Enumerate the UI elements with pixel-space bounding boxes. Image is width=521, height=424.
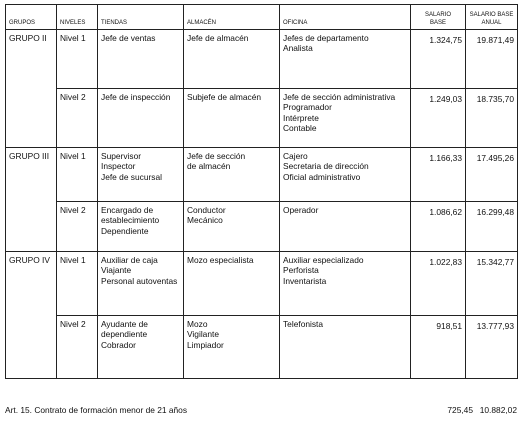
salario-anual-cell: 19.871,49: [466, 30, 518, 89]
almacen-cell: Mozo especialista: [184, 252, 280, 316]
oficina-cell: Cajero Secretaria de dirección Oficial administrativo: [280, 148, 411, 202]
header-oficina: OFICINA: [280, 5, 411, 30]
table-row: [6, 30, 518, 89]
salario-base-cell: 1.324,75: [411, 30, 466, 89]
oficina-cell: Telefonista: [280, 316, 411, 379]
level-cell: Nivel 2: [57, 89, 98, 148]
group-cell: GRUPO IV: [6, 252, 57, 379]
tiendas-cell: Supervisor Inspector Jefe de sucursal: [98, 148, 184, 202]
table-row: [6, 148, 518, 202]
tiendas-cell: Encargado de establecimiento Dependiente: [98, 202, 184, 252]
group-cell: GRUPO II: [6, 30, 57, 148]
tiendas-cell: Jefe de inspección: [98, 89, 184, 148]
table-header-row: [6, 5, 518, 30]
table-row: [6, 89, 518, 148]
tiendas-cell: Ayudante de dependiente Cobrador: [98, 316, 184, 379]
header-tiendas: TIENDAS: [98, 5, 184, 30]
salario-anual-cell: 17.495,26: [466, 148, 518, 202]
almacen-cell: Jefe de sección de almacén: [184, 148, 280, 202]
oficina-cell: Jefes de departamento Analista: [280, 30, 411, 89]
level-cell: Nivel 1: [57, 30, 98, 89]
level-cell: Nivel 2: [57, 316, 98, 379]
salario-base-cell: 1.249,03: [411, 89, 466, 148]
footer-salario-base: 725,45: [447, 405, 473, 415]
oficina-cell: Operador: [280, 202, 411, 252]
almacen-cell: Subjefe de almacén: [184, 89, 280, 148]
footer-salario-anual: 10.882,02: [479, 405, 517, 415]
header-almacen: ALMACÉN: [184, 5, 280, 30]
group-cell: GRUPO III: [6, 148, 57, 252]
table-row: [6, 316, 518, 379]
table-row: [6, 202, 518, 252]
oficina-cell: Auxiliar especializado Perforista Inventarista: [280, 252, 411, 316]
almacen-cell: Jefe de almacén: [184, 30, 280, 89]
header-grupos: GRUPOS: [6, 5, 57, 30]
salary-table-container: [5, 4, 518, 379]
salario-anual-cell: 15.342,77: [466, 252, 518, 316]
salario-base-cell: 918,51: [411, 316, 466, 379]
header-niveles: NIVELES: [57, 5, 98, 30]
salario-base-cell: 1.022,83: [411, 252, 466, 316]
salario-anual-cell: 18.735,70: [466, 89, 518, 148]
level-cell: Nivel 1: [57, 252, 98, 316]
salario-base-cell: 1.086,62: [411, 202, 466, 252]
salario-anual-cell: 13.777,93: [466, 316, 518, 379]
table-row: [6, 252, 518, 316]
almacen-cell: Mozo Vigilante Limpiador: [184, 316, 280, 379]
header-salario-base: SALARIO BASE: [411, 5, 466, 30]
salario-base-cell: 1.166,33: [411, 148, 466, 202]
level-cell: Nivel 1: [57, 148, 98, 202]
oficina-cell: Jefe de sección administrativa Programador Intérprete Contable: [280, 89, 411, 148]
header-salario-base-anual: SALARIO BASE ANUAL: [466, 5, 518, 30]
tiendas-cell: Jefe de ventas: [98, 30, 184, 89]
footer-label: Art. 15. Contrato de formación menor de 21 años: [5, 405, 188, 415]
level-cell: Nivel 2: [57, 202, 98, 252]
tiendas-cell: Auxiliar de caja Viajante Personal autoventas: [98, 252, 184, 316]
salario-anual-cell: 16.299,48: [466, 202, 518, 252]
salary-table: [5, 4, 518, 379]
almacen-cell: Conductor Mecánico: [184, 202, 280, 252]
